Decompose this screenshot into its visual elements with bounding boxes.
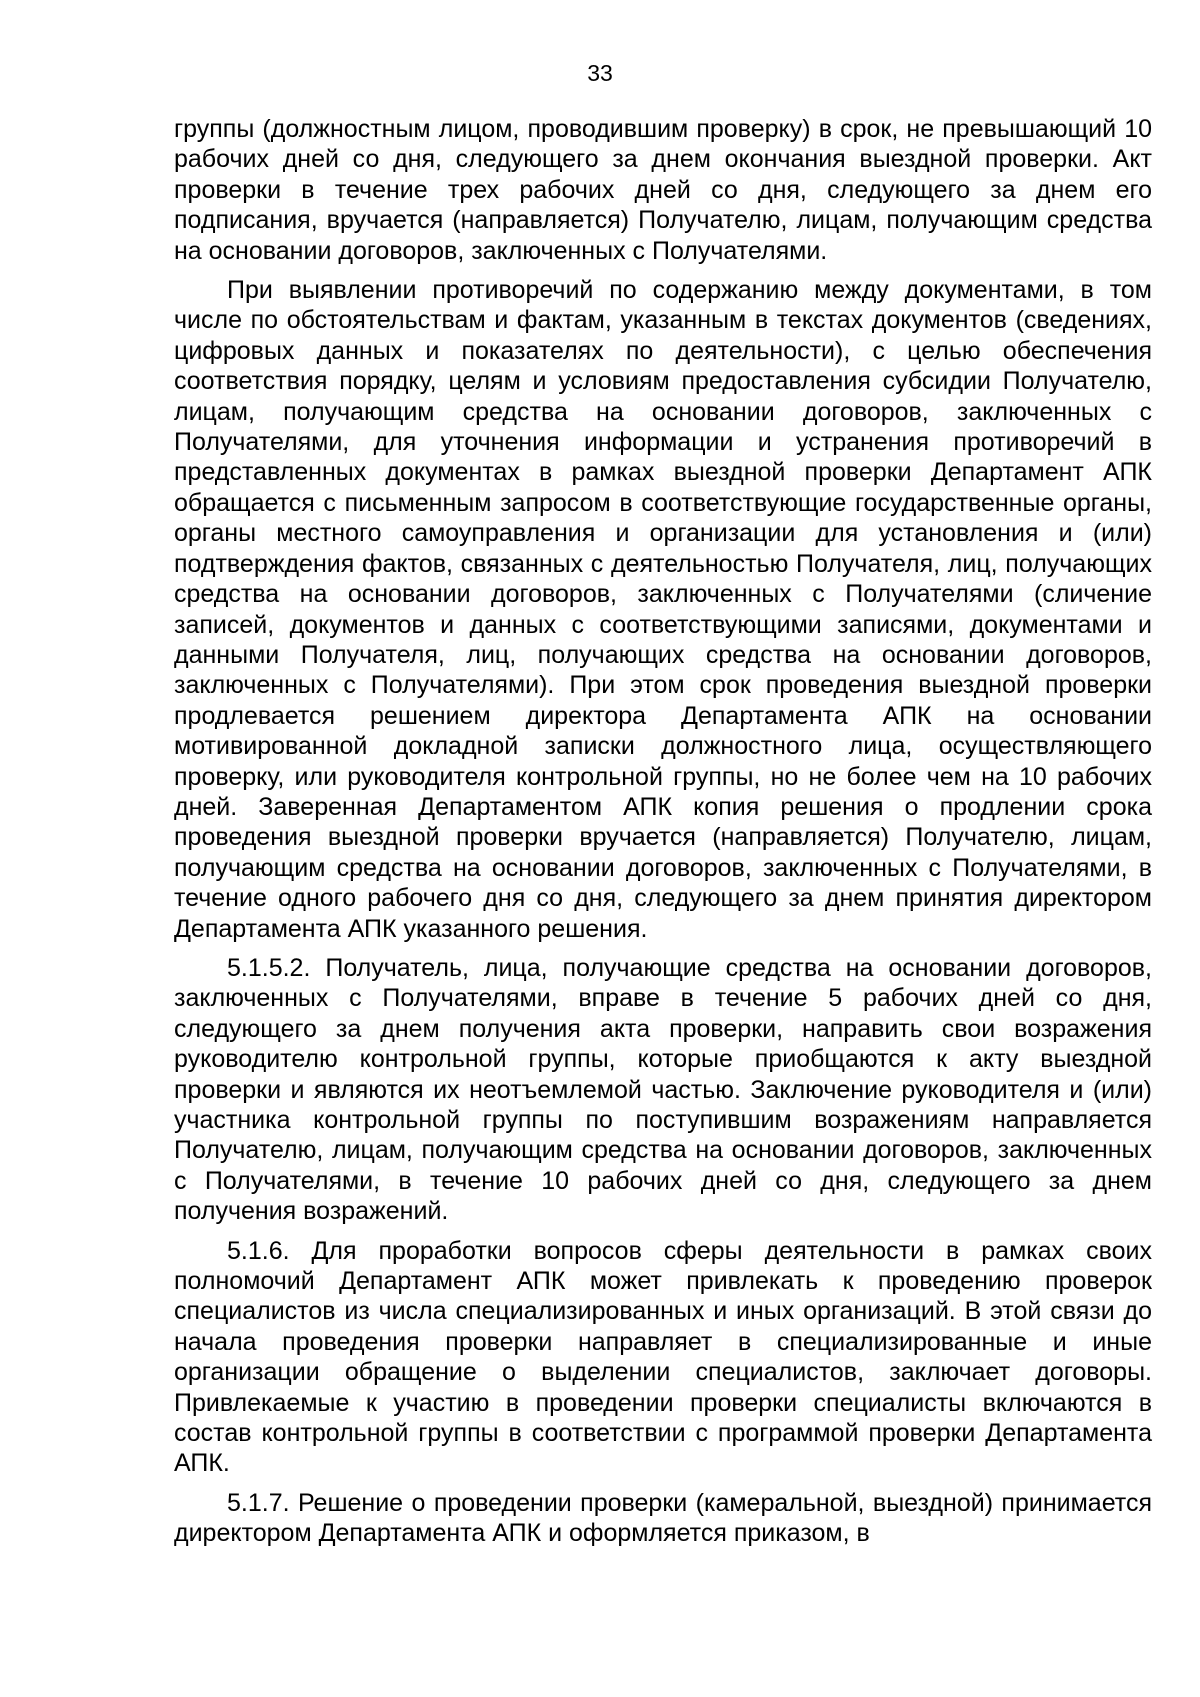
paragraph-5-1-5-2: 5.1.5.2. Получатель, лица, получающие средства на основании договоров, заключенных с Получателями, вправе в течение 5 рабочих дней со дня, следующего за днем получения акта проверки, направить свои возражения руководителю контрольной группы, которые приобщаются к акту выездной проверки и являются их неотъемлемой частью. Заключение руководителя и (или) участника контрольной группы по поступившим возражениям направляется Получателю, лицам, получающим средства на основании договоров, заключенных с Получателями, в течение 10 рабочих дней со дня, следующего за днем получения возражений. — [174, 953, 1152, 1226]
paragraph-5-1-7: 5.1.7. Решение о проведении проверки (камеральной, выездной) принимается директором Департамента АПК и оформляется приказом, в — [174, 1488, 1152, 1548]
paragraph-continuation: группы (должностным лицом, проводившим проверку) в срок, не превышающий 10 рабочих дней со дня, следующего за днем окончания выездной проверки. Акт проверки в течение трех рабочих дней со дня, следующего за днем его подписания, вручается (направляется) Получателю, лицам, получающим средства на основании договоров, заключенных с Получателями. — [174, 115, 1152, 265]
page-number: 33 — [587, 60, 613, 86]
paragraph-contradictions: При выявлении противоречий по содержанию между документами, в том числе по обстоятельствам и фактам, указанным в текстах документов (сведениях, цифровых данных и показателях по деятельности), с целью обеспечения соответствия порядку, целям и условиям предоставления субсидии Получателю, лицам, получающим средства на основании договоров, заключенных с Получателями, для уточнения информации и устранения противоречий в представленных документах в рамках выездной проверки Департамент АПК обращается с письменным запросом в соответствующие государственные органы, органы местного самоуправления и организации для установления и (или) подтверждения фактов, связанных с деятельностью Получателя, лиц, получающих средства на основании договоров, заключенных с Получателями (сличение записей, документов и данных с соответствующими записями, документами и данными Получателя, лиц, получающих средства на основании договоров, заключенных с Получателями). При этом срок проведения выездной проверки продлевается решением директора Департамента АПК на основании мотивированной докладной записки должностного лица, осуществляющего проверку, или руководителя контрольной группы, но не более чем на 10 рабочих дней. Заверенная Департаментом АПК копия решения о продлении срока проведения выездной проверки вручается (направляется) Получателю, лицам, получающим средства на основании договоров, заключенных с Получателями, в течение одного рабочего дня со дня, следующего за днем принятия директором Департамента АПК указанного решения. — [174, 276, 1152, 943]
paragraph-5-1-6: 5.1.6. Для проработки вопросов сферы деятельности в рамках своих полномочий Департамент АПК может привлекать к проведению проверок специалистов из числа специализированных и иных организаций. В этой связи до начала проведения проверки направляет в специализированные и иные организации обращение о выделении специалистов, заключает договоры. Привлекаемые к участию в проведении проверки специалисты включаются в состав контрольной группы в соответствии с программой проверки Департамента АПК. — [174, 1236, 1152, 1478]
document-body — [174, 114, 1152, 1549]
